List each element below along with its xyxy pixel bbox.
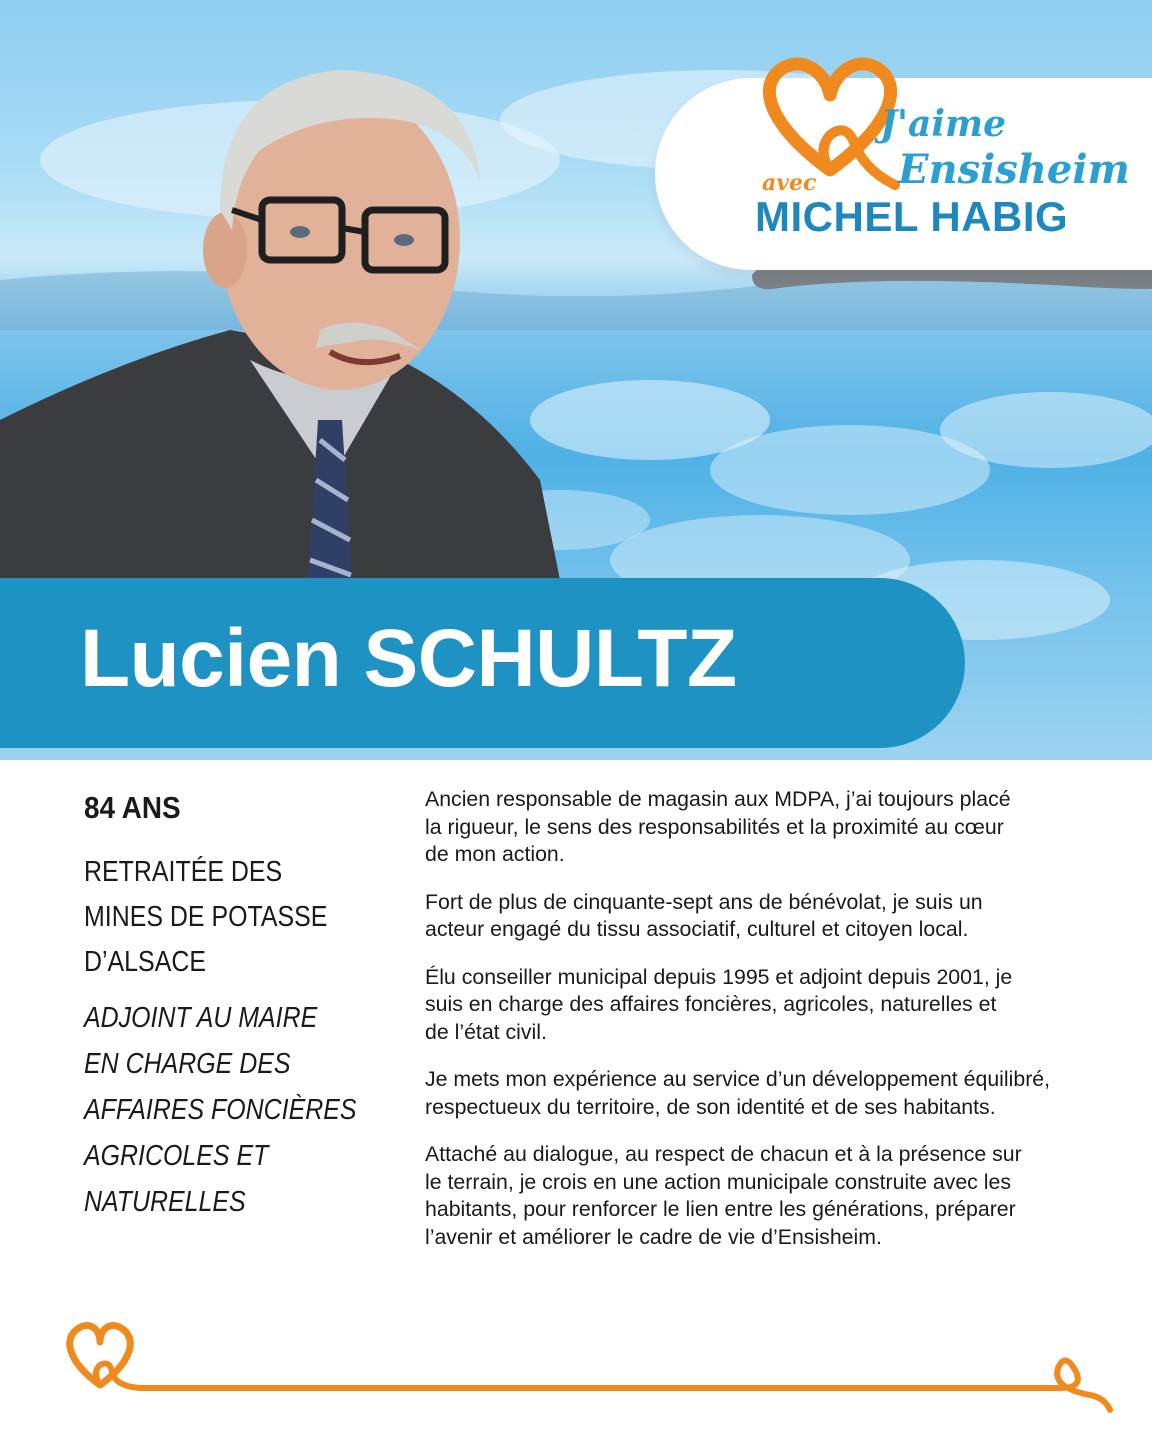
person-name: Lucien SCHULTZ [80, 613, 737, 704]
bio-line: Attaché au dialogue, au respect de chacun et à la présence sur [425, 1142, 1022, 1166]
occupation-line: D’ALSACE [84, 946, 206, 979]
bio-line: acteur engagé du tissu associatif, culturel et citoyen local. [425, 917, 969, 941]
bio-paragraph [425, 1141, 1105, 1251]
role-line: EN CHARGE DES [84, 1048, 291, 1081]
bio-line: Ancien responsable de magasin aux MDPA, j’ai toujours placé [425, 787, 1011, 811]
role-line: NATURELLES [84, 1186, 246, 1219]
logo-ensisheim-text: Ensisheim [898, 146, 1130, 193]
bio-paragraph [425, 964, 1105, 1047]
bio-line: le terrain, je crois en une action municipale construite avec les [425, 1169, 1011, 1194]
bio-line: suis en charge des affaires foncières, agricoles, naturelles et [425, 992, 997, 1016]
footer-heart-ribbon-icon [0, 1310, 1152, 1420]
profile-summary [84, 788, 404, 1225]
candidate-portrait [0, 60, 560, 580]
logo-jaime-text: J'aime [880, 103, 1007, 145]
role-line: AGRICOLES ET [84, 1140, 269, 1173]
age-label: 84 ANS [84, 790, 181, 825]
bio-paragraph [425, 786, 1105, 869]
bio-line: Fort de plus de cinquante-sept ans de bénévolat, je suis un [425, 889, 983, 914]
bio-line: habitants, pour renforcer le lien entre les générations, préparer [425, 1197, 1016, 1221]
bio-line: l’avenir et améliorer le cadre de vie d’Ensisheim. [425, 1224, 882, 1249]
occupation-line: MINES DE POTASSE [84, 901, 328, 934]
bio-paragraph [425, 889, 1105, 944]
municipal-role [84, 995, 359, 1225]
logo-candidate-name: MICHEL HABIG [755, 193, 1069, 240]
bio-line: Je mets mon expérience au service d’un développement équilibré, [425, 1067, 1051, 1091]
biography [425, 786, 1105, 1271]
bio-paragraph [425, 1066, 1105, 1121]
occupation [84, 850, 359, 985]
bio-line: la rigueur, le sens des responsabilités et la proximité au cœur [425, 814, 1004, 839]
bio-line: de mon action. [425, 842, 565, 866]
bio-line: Élu conseiller municipal depuis 1995 et adjoint depuis 2001, je [425, 964, 1013, 989]
role-line: AFFAIRES FONCIÈRES [84, 1094, 357, 1127]
occupation-line: RETRAITÉE DES [84, 856, 283, 889]
bio-line: respectueux du territoire, de son identité et de ses habitants. [425, 1094, 996, 1119]
role-line: ADJOINT AU MAIRE [84, 1002, 318, 1035]
bio-line: de l’état civil. [425, 1019, 547, 1044]
logo-avec-text: avec [762, 170, 817, 196]
